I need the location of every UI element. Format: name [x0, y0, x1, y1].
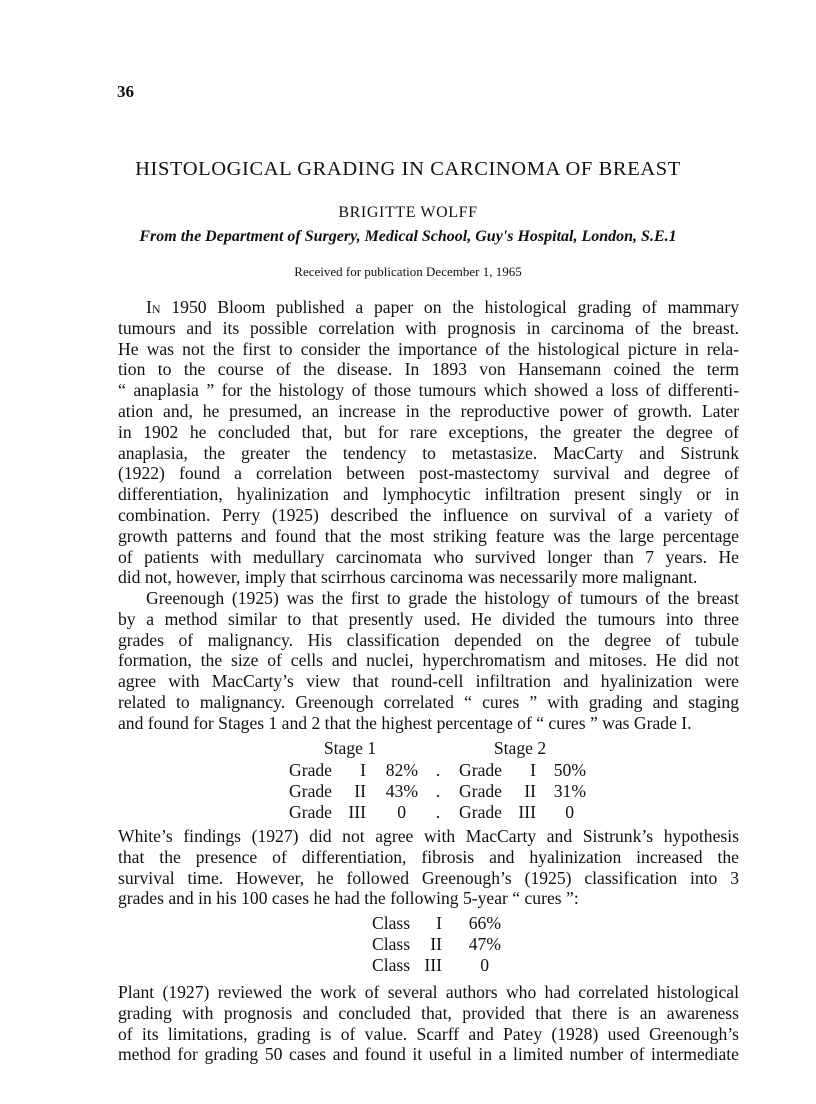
- text-line: tumours and its possible correlation with prognosis in carcinoma of the breast.: [118, 317, 739, 338]
- article-title: HISTOLOGICAL GRADING IN CARCINOMA OF BREAST: [135, 158, 681, 180]
- row-separator: .: [435, 760, 441, 780]
- received-date: Received for publication December 1, 1965: [294, 264, 522, 279]
- stage1-value: 82%: [385, 760, 418, 780]
- grade-numeral: III: [518, 802, 536, 822]
- text-line: [118, 297, 739, 318]
- class-label: Class: [372, 913, 411, 933]
- stage2-value: 0: [565, 802, 574, 822]
- grade-label: Grade: [459, 760, 502, 780]
- drop-word: In: [146, 297, 161, 317]
- grade-numeral: I: [360, 760, 366, 780]
- class-numeral: II: [430, 934, 442, 954]
- class-numeral: I: [436, 913, 442, 933]
- class-value: 47%: [468, 934, 501, 954]
- text-line: and found for Stages 1 and 2 that the highest percentage of “ cures ” was Grade I.: [118, 712, 692, 733]
- text-line: grades and in his 100 cases he had the following 5-year “ cures ”:: [118, 888, 579, 909]
- text-line: related to malignancy. Greenough correlated “ cures ” with grading and staging: [118, 691, 739, 712]
- text-line: ation and, he presumed, an increase in the reproductive power of growth. Later: [118, 400, 739, 421]
- class-numeral: III: [424, 955, 442, 975]
- stage2-value: 31%: [553, 781, 586, 801]
- stage2-value: 50%: [553, 760, 586, 780]
- text-line: growth patterns and found that the most striking feature was the large percentage: [118, 525, 739, 546]
- text-line: by a method similar to that presently used. He divided the tumours into three: [118, 608, 739, 629]
- text-line: of patients with medullary carcinomata who survived longer than 7 years. He: [118, 546, 739, 567]
- text-line: agree with MacCarty’s view that round-cell infiltration and hyalinization were: [118, 671, 739, 692]
- text-line: Plant (1927) reviewed the work of several authors who had correlated histological: [118, 982, 739, 1002]
- paragraph-intro: [118, 297, 739, 588]
- author-name: BRIGITTE WOLFF: [338, 204, 478, 221]
- text-line: White’s findings (1927) did not agree with MacCarty and Sistrunk’s hypothesis: [118, 826, 739, 846]
- grade-numeral: III: [348, 802, 366, 822]
- grade-label: Grade: [289, 760, 332, 780]
- text-line: survival time. However, he followed Greenough’s (1925) classification into 3: [118, 867, 739, 888]
- text-line: of its limitations, grading is of value. Scarff and Patey (1928) used Greenough’s: [118, 1023, 739, 1044]
- text-line: Greenough (1925) was the first to grade the histology of tumours of the breast: [146, 588, 739, 608]
- grade-label: Grade: [289, 802, 332, 822]
- grade-numeral: II: [524, 781, 536, 801]
- grade-numeral: I: [530, 760, 536, 780]
- class-value: 0: [480, 955, 489, 975]
- text-line: method for grading 50 cases and found it useful in a limited number of intermediate: [118, 1044, 739, 1065]
- paragraph-white: [118, 826, 739, 909]
- text-line: grading with prognosis and concluded that, provided that there is an awareness: [118, 1002, 739, 1023]
- text-line: “ anaplasia ” for the histology of those tumours which showed a loss of differenti-: [118, 380, 739, 401]
- text-line: (1922) found a correlation between post-mastectomy survival and degree of: [118, 463, 739, 484]
- grade-label: Grade: [459, 781, 502, 801]
- stage1-value: 0: [397, 802, 406, 822]
- grade-label: Grade: [459, 802, 502, 822]
- paragraph-plant: [118, 982, 739, 1065]
- text-line: formation, the size of cells and nuclei, hyperchromatism and mitoses. He did not: [118, 650, 739, 671]
- text-line: did not, however, imply that scirrhous carcinoma was necessarily more malignant.: [118, 567, 698, 588]
- stage1-value: 43%: [385, 781, 418, 801]
- text-line: tion to the course of the disease. In 1893 von Hansemann coined the term: [118, 359, 739, 380]
- stage2-header: Stage 2: [493, 738, 547, 758]
- paragraph-greenough: [118, 588, 739, 734]
- text-line: anaplasia, the greater the tendency to metastasize. MacCarty and Sistrunk: [118, 442, 739, 463]
- stage1-header: Stage 1: [323, 738, 377, 758]
- text-line: combination. Perry (1925) described the influence on survival of a variety of: [118, 504, 739, 525]
- row-separator: .: [435, 802, 441, 822]
- text-line: differentiation, hyalinization and lymphocytic infiltration present singly or in: [118, 484, 739, 505]
- row-separator: .: [435, 781, 441, 801]
- grade-numeral: II: [354, 781, 366, 801]
- grade-label: Grade: [289, 781, 332, 801]
- first-line-text: 1950 Bloom published a paper on the histological grading of mammary: [160, 297, 739, 317]
- text-line: He was not the first to consider the importance of the histological picture in rela-: [118, 338, 739, 359]
- class-label: Class: [372, 955, 411, 975]
- text-line: grades of malignancy. His classification depended on the degree of tubule: [118, 629, 739, 650]
- author-affiliation: From the Department of Surgery, Medical School, Guy's Hospital, London, S.E.1: [139, 228, 677, 245]
- text-line: that the presence of differentiation, fibrosis and hyalinization increased the: [118, 846, 739, 867]
- page-number: 36: [117, 82, 134, 101]
- class-value: 66%: [468, 913, 501, 933]
- class-label: Class: [372, 934, 411, 954]
- text-line: in 1902 he concluded that, but for rare exceptions, the greater the degree of: [118, 421, 739, 442]
